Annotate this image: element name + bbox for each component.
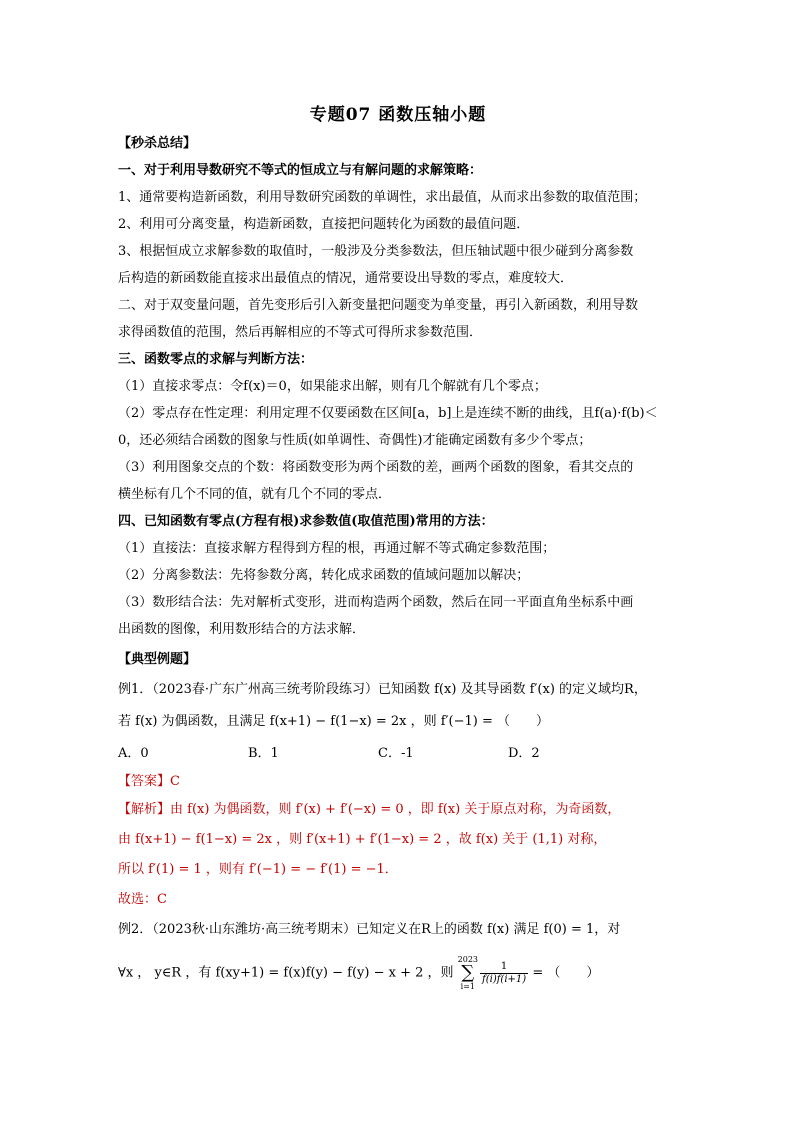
option-c: C．-1 bbox=[378, 746, 414, 761]
option-d: D．2 bbox=[508, 746, 540, 761]
example-1-question-line-2: 若 f(x) 为偶函数，且满足 f(x+1) − f(1−x) = 2x ，则 f′(−1) = （ ） bbox=[118, 714, 549, 729]
example-1-analysis-line-2: 由 f(x+1) − f(1−x) = 2x ，则 f′(x+1) + f′(1−x) = 2 ，故 f(x) 关于 (1,1) 对称， bbox=[118, 832, 607, 847]
text-line: 横坐标有几个不同的值，就有几个不同的零点． bbox=[118, 487, 392, 502]
text-line: 二、对于双变量问题，首先变形后引入新变量把问题变为单变量，再引入新函数，利用导数 bbox=[118, 298, 639, 313]
option-a: A．0 bbox=[118, 746, 149, 761]
example-2-question-line-1: 例2．（2023秋·山东潍坊·高三统考期末）已知定义在R上的函数 f(x) 满足 f(0) = 1，对 bbox=[118, 922, 621, 937]
heading-4: 四、已知函数有零点(方程有根)求参数值(取值范围)常用的方法： bbox=[118, 514, 494, 529]
sum-upper-limit: 2023 bbox=[457, 955, 479, 964]
text-line: （2）分离参数法：先将参数分离，转化成求函数的值域问题加以解决； bbox=[118, 568, 530, 583]
text-line: 出函数的图像，利用数形结合的方法求解． bbox=[118, 622, 366, 637]
example-1-answer: 【答案】C bbox=[118, 774, 180, 789]
text-line: （3）数形结合法：先对解析式变形，进而构造两个函数，然后在同一平面直角坐标系中画 bbox=[118, 595, 634, 610]
example-1-analysis-line-1: 【解析】由 f(x) 为偶函数，则 f′(x) + f′(−x) = 0 ，即 f(x) 关于原点对称，为奇函数， bbox=[118, 802, 621, 817]
page-title: 专题07 函数压轴小题 bbox=[309, 105, 487, 125]
summation-symbol: 2023 ∑ i=1 bbox=[457, 955, 479, 991]
example-1-analysis-line-3: 所以 f′(1) = 1 ，则有 f′(−1) = − f′(1) = −1． bbox=[118, 862, 398, 877]
text-line: 后构造的新函数能直接求出最值点的情况，通常要设出导数的零点，难度较大． bbox=[118, 271, 574, 286]
text-line: 2、利用可分离变量，构造新函数，直接把问题转化为函数的最值问题． bbox=[118, 217, 530, 232]
text-line: 0，还必须结合函数的图象与性质(如单调性、奇偶性)才能确定函数有多少个零点； bbox=[118, 433, 592, 448]
section-heading-summary: 【秒杀总结】 bbox=[118, 136, 197, 151]
example-1-choice: 故选：C bbox=[118, 892, 167, 907]
example-2-condition: ∀x ， y∈R ，有 f(xy+1) = f(x)f(y) − f(y) − x + 2 ，则 bbox=[118, 965, 454, 981]
example-1-question-line-1: 例1．（2023春·广东广州高三统考阶段练习）已知函数 f(x) 及其导函数 f′(x) 的定义域均R， bbox=[118, 682, 647, 697]
text-line: 1、通常要构造新函数，利用导数研究函数的单调性，求出最值，从而求出参数的取值范围； bbox=[118, 190, 647, 205]
heading-3: 三、函数零点的求解与判断方法： bbox=[118, 352, 314, 367]
heading-1: 一、对于利用导数研究不等式的恒成立与有解问题的求解策略： bbox=[118, 163, 483, 178]
text-line: （1）直接法：直接求解方程得到方程的根，再通过解不等式确定参数范围； bbox=[118, 541, 556, 556]
sum-lower-limit: i=1 bbox=[460, 982, 476, 991]
text-line: （2）零点存在性定理：利用定理不仅要函数在区间[a，b]上是连续不断的曲线，且f(a)·f(b)＜ bbox=[118, 406, 658, 421]
fraction bbox=[480, 961, 528, 986]
text-line: （3）利用图象交点的个数：将函数变形为两个函数的差，画两个函数的图象，看其交点的 bbox=[118, 460, 634, 475]
fraction-denominator: f(i)f(i+1) bbox=[482, 973, 527, 985]
text-line: 求得函数值的范围，然后再解相应的不等式可得所求参数范围． bbox=[118, 325, 483, 340]
section-heading-examples: 【典型例题】 bbox=[118, 652, 197, 667]
text-line: （1）直接求零点：令f(x)＝0，如果能求出解，则有几个解就有几个零点； bbox=[118, 379, 547, 394]
example-1-options bbox=[118, 744, 638, 764]
example-2-question-line-2 bbox=[118, 955, 599, 991]
fraction-numerator: 1 bbox=[480, 961, 528, 974]
example-2-blank: = （ ） bbox=[532, 965, 600, 981]
text-line: 3、根据恒成立求解参数的取值时，一般涉及分类参数法，但压轴试题中很少碰到分离参数 bbox=[118, 244, 634, 259]
option-b: B．1 bbox=[248, 746, 279, 761]
